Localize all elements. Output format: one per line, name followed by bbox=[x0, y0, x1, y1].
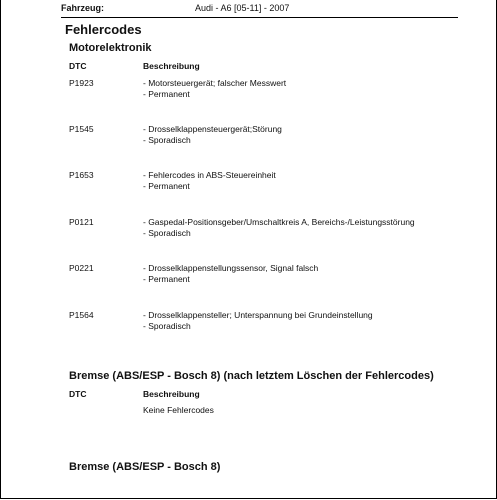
description-status: - Sporadisch bbox=[143, 134, 191, 145]
description-status: - Permanent bbox=[143, 88, 190, 99]
section-title-motorelektronik: Motorelektronik bbox=[69, 42, 152, 54]
no-codes-text bbox=[143, 405, 473, 416]
description-status: - Sporadisch bbox=[143, 320, 191, 331]
dtc-description bbox=[143, 263, 473, 284]
description-line: - Fehlercodes in ABS-Steuereinheit bbox=[143, 170, 276, 180]
section-title-bremse-nach-loeschen: Bremse (ABS/ESP - Bosch 8) (nach letztem Löschen der Fehlercodes) bbox=[69, 370, 434, 382]
section-title-bremse: Bremse (ABS/ESP - Bosch 8) bbox=[69, 461, 221, 473]
vehicle-label: Fahrzeug: bbox=[61, 3, 105, 13]
description-line: - Gaspedal-Positionsgeber/Umschaltkreis A, Bereichs-/Leistungsstörung bbox=[143, 217, 415, 227]
description-line: - Motorsteuergerät; falscher Messwert bbox=[143, 78, 287, 88]
dtc-code: P1564 bbox=[69, 310, 94, 320]
header-divider bbox=[61, 17, 458, 18]
page-title: Fehlercodes bbox=[65, 22, 142, 37]
dtc-code: P0221 bbox=[69, 263, 94, 273]
column-header-description: Beschreibung bbox=[143, 61, 200, 71]
dtc-code: P1545 bbox=[69, 124, 94, 134]
empty-message: Keine Fehlercodes bbox=[143, 405, 214, 415]
dtc-code: P0121 bbox=[69, 217, 94, 227]
vehicle-row bbox=[61, 3, 481, 15]
dtc-code: P1653 bbox=[69, 170, 94, 180]
description-status: - Permanent bbox=[143, 273, 190, 284]
description-status: - Permanent bbox=[143, 180, 190, 191]
description-line: - Drosselklappensteuergerät;Störung bbox=[143, 124, 282, 134]
dtc-description bbox=[143, 170, 473, 191]
dtc-description bbox=[143, 78, 473, 99]
dtc-description bbox=[143, 124, 473, 145]
vehicle-value: Audi - A6 [05-11] - 2007 bbox=[195, 3, 290, 13]
dtc-description bbox=[143, 310, 473, 331]
dtc-code: P1923 bbox=[69, 78, 94, 88]
column-header-dtc: DTC bbox=[69, 61, 87, 71]
description-status: - Sporadisch bbox=[143, 227, 191, 238]
description-line: - Drosselklappenstellungssensor, Signal falsch bbox=[143, 263, 319, 273]
description-line: - Drosselklappensteller; Unterspannung bei Grundeinstellung bbox=[143, 310, 373, 320]
dtc-description bbox=[143, 217, 473, 238]
column-header-dtc: DTC bbox=[69, 389, 87, 399]
column-header-description: Beschreibung bbox=[143, 389, 200, 399]
